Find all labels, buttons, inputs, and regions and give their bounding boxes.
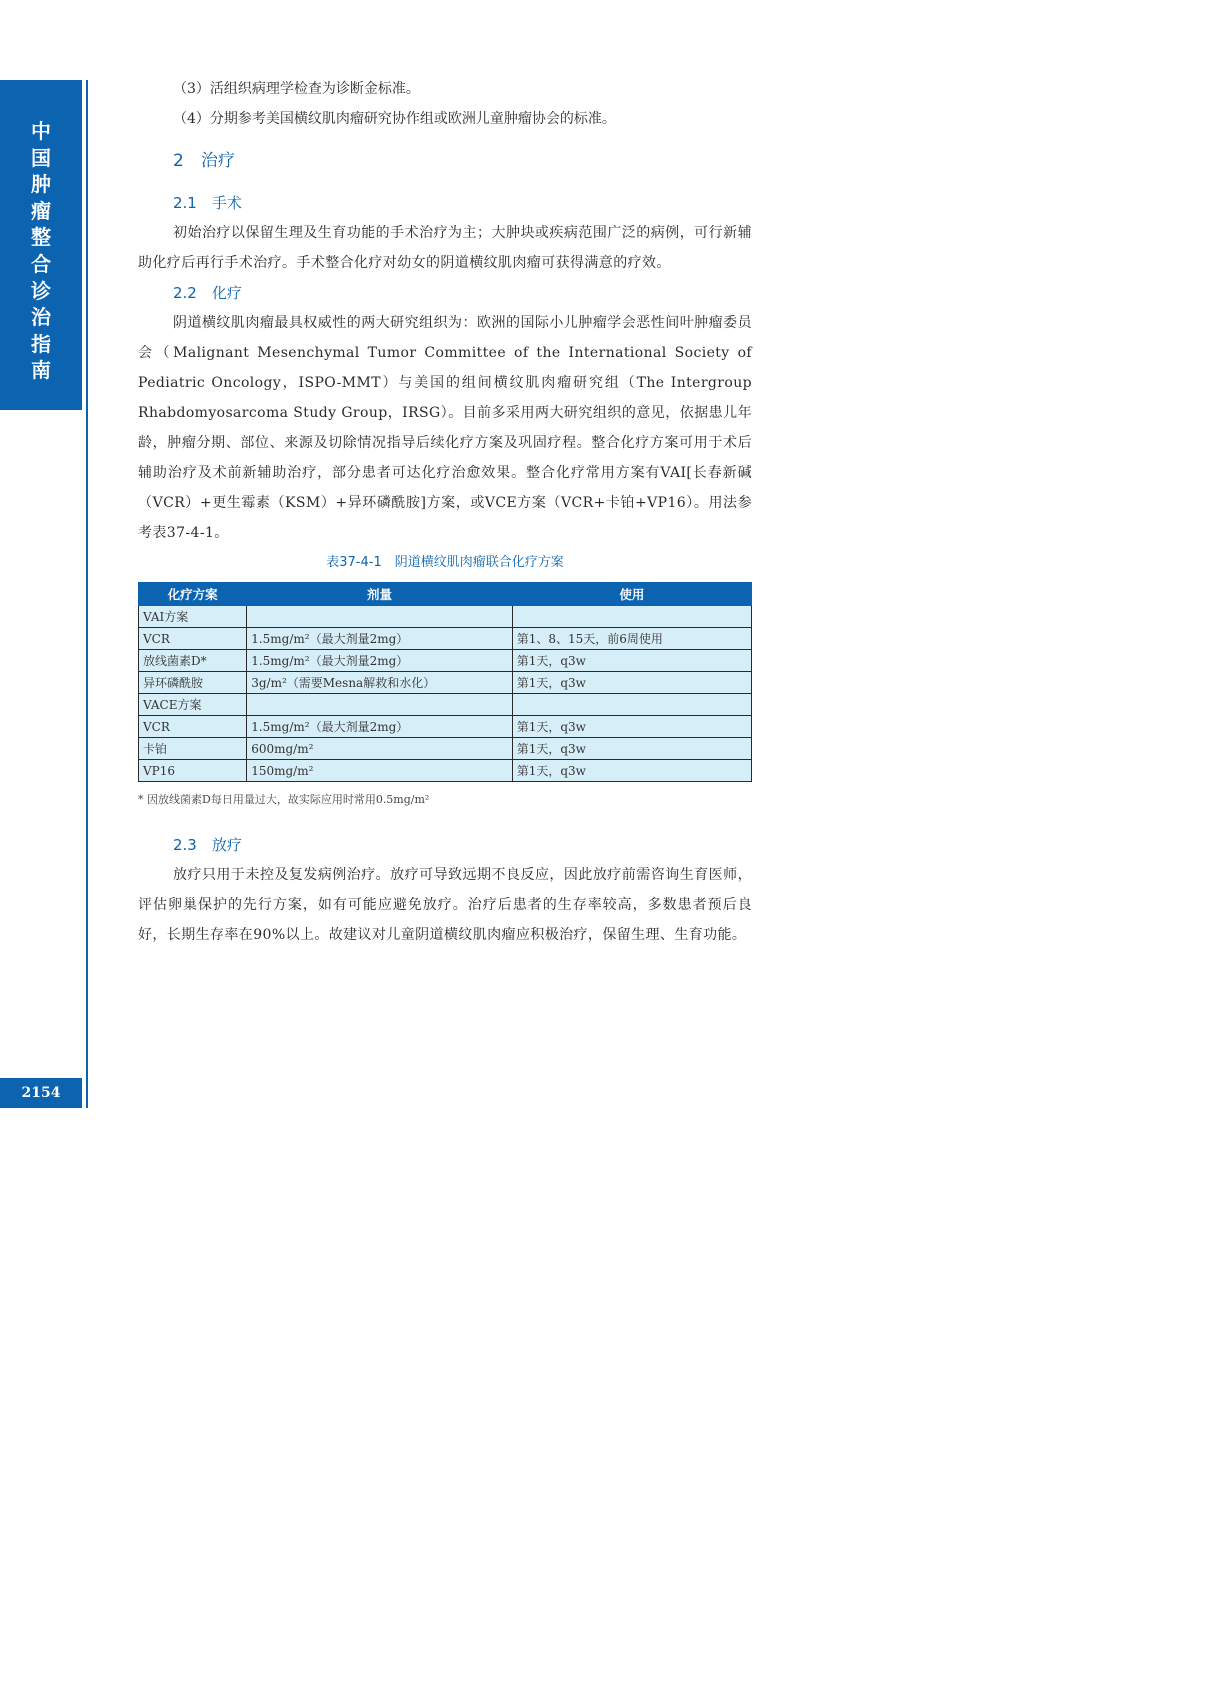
table-cell: 600mg/m² xyxy=(247,738,513,760)
surgery-paragraph: 初始治疗以保留生理及生育功能的手术治疗为主；大肿块或疾病范围广泛的病例，可行新辅助化疗后再行手术治疗。手术整合化疗对幼女的阴道横纹肌肉瘤可获得满意的疗效。 xyxy=(138,225,752,271)
subsection-title-radiotherapy: 2.3 放疗 xyxy=(173,836,242,854)
table-cell xyxy=(512,606,751,628)
subsection-title-chemotherapy: 2.2 化疗 xyxy=(173,284,242,302)
table-caption: 表37-4-1 阴道横纹肌肉瘤联合化疗方案 xyxy=(326,555,564,570)
list-item-4: （4）分期参考美国横纹肌肉瘤研究协作组或欧洲儿童肿瘤协会的标准。 xyxy=(173,111,616,127)
table-cell: 150mg/m² xyxy=(247,760,513,782)
table-cell: 1.5mg/m²（最大剂量2mg） xyxy=(247,716,513,738)
table-row xyxy=(139,738,752,760)
radiotherapy-paragraph: 放疗只用于未控及复发病例治疗。放疗可导致远期不良反应，因此放疗前需咨询生育医师，评估卵巢保护的先行方案，如有可能应避免放疗。治疗后患者的生存率较高，多数患者预后良好，长期生存率在90%以上。故建议对儿童阴道横纹肌肉瘤应积极治疗，保留生理、生育功能。 xyxy=(138,867,752,943)
sidebar-title: 中国肿瘤整合诊治指南 xyxy=(31,119,51,383)
table-footnote: * 因放线菌素D每日用量过大，故实际应用时常用0.5mg/m² xyxy=(138,793,430,806)
table-row xyxy=(139,716,752,738)
table-cell: 第1天，q3w xyxy=(512,760,751,782)
chemotherapy-paragraph: 阴道横纹肌肉瘤最具权威性的两大研究组织为：欧洲的国际小儿肿瘤学会恶性间叶肿瘤委员会（Malignant Mesenchymal Tumor Committee of the International Society of Pediatric Oncology，ISPO-MMT）与美国的组间横纹肌肉瘤研究组（The Intergroup Rhabdomyosarcoma Study Group，IRSG）。目前多采用两大研究组织的意见，依据患儿年龄，肿瘤分期、部位、来源及切除情况指导后续化疗方案及巩固疗程。整合化疗方案可用于术后辅助治疗及术前新辅助治疗，部分患者可达化疗治愈效果。整合化疗常用方案有VAI[长春新碱（VCR）+更生霉素（KSM）+异环磷酰胺]方案，或VCE方案（VCR+卡铂+VP16）。用法参考表37-4-1。 xyxy=(138,315,752,541)
table-cell: 卡铂 xyxy=(139,738,247,760)
table-row xyxy=(139,650,752,672)
table-header-cell: 使用 xyxy=(512,583,751,606)
table-cell: 第1、8、15天，前6周使用 xyxy=(512,628,751,650)
sidebar-rule xyxy=(86,80,88,1108)
main-content xyxy=(138,74,752,950)
table-cell: VCR xyxy=(139,716,247,738)
table-row xyxy=(139,606,752,628)
table-row xyxy=(139,694,752,716)
table-cell: 异环磷酰胺 xyxy=(139,672,247,694)
table-cell: 第1天，q3w xyxy=(512,650,751,672)
table-cell xyxy=(247,606,513,628)
table-header-cell: 剂量 xyxy=(247,583,513,606)
table-row xyxy=(139,628,752,650)
table-row xyxy=(139,672,752,694)
table-header-row xyxy=(139,583,752,606)
table-cell: 第1天，q3w xyxy=(512,672,751,694)
page-number: 2154 xyxy=(0,1078,82,1108)
table-cell: VAI方案 xyxy=(139,606,247,628)
section-title-treatment: 2 治疗 xyxy=(173,151,235,171)
table-cell: VCR xyxy=(139,628,247,650)
list-item-3: （3）活组织病理学检查为诊断金标准。 xyxy=(173,81,420,97)
table-cell xyxy=(512,694,751,716)
table-cell: 1.5mg/m²（最大剂量2mg） xyxy=(247,650,513,672)
table-header-cell: 化疗方案 xyxy=(139,583,247,606)
subsection-title-surgery: 2.1 手术 xyxy=(173,194,242,212)
table-cell: 放线菌素D* xyxy=(139,650,247,672)
table-cell: 第1天，q3w xyxy=(512,716,751,738)
table-cell: 3g/m²（需要Mesna解救和水化） xyxy=(247,672,513,694)
table-cell: 1.5mg/m²（最大剂量2mg） xyxy=(247,628,513,650)
chemo-regimen-table xyxy=(138,582,752,782)
table-row xyxy=(139,760,752,782)
table-cell: 第1天，q3w xyxy=(512,738,751,760)
table-cell: VP16 xyxy=(139,760,247,782)
table-cell xyxy=(247,694,513,716)
table-cell: VACE方案 xyxy=(139,694,247,716)
